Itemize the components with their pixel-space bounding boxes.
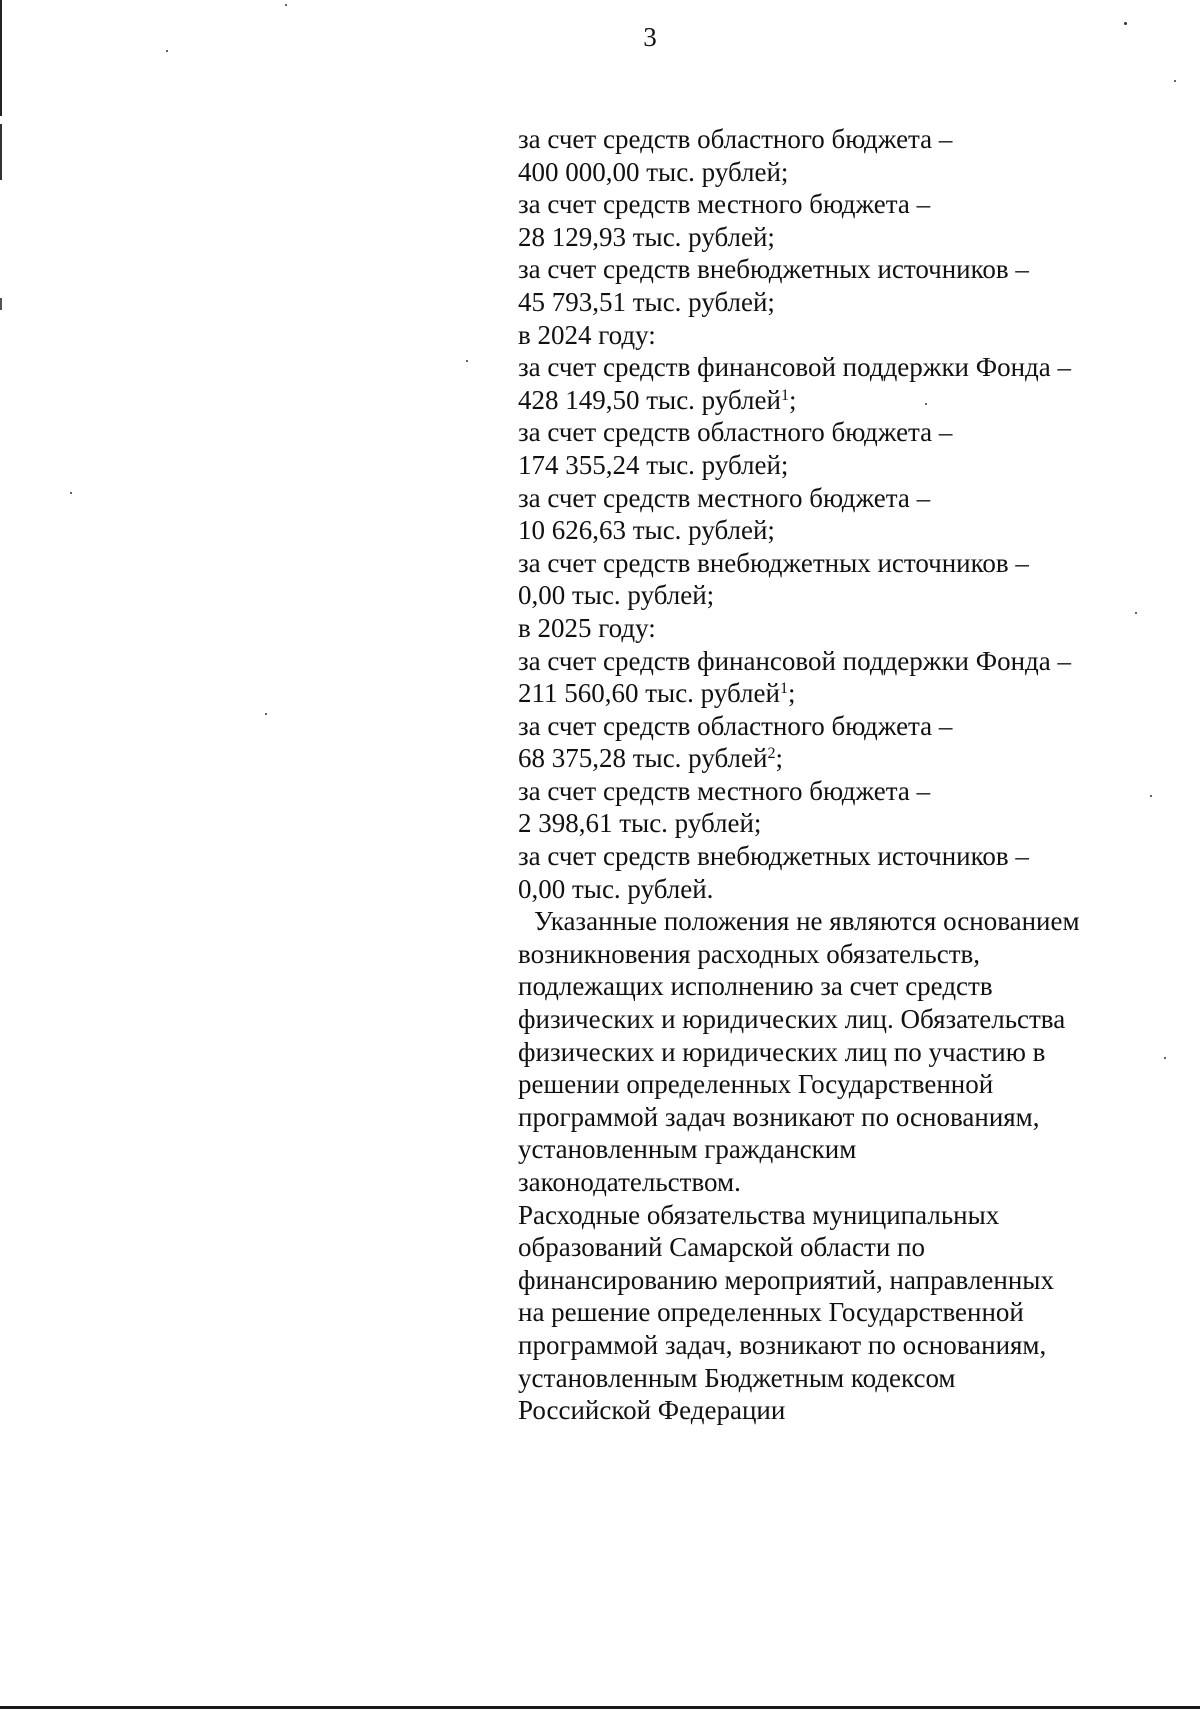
text-line [518,807,1118,840]
scan-speck [1174,80,1176,82]
text-line [518,286,1118,319]
text-line [518,514,1118,547]
text-line-content: Российской Федерации [518,1395,786,1426]
text-line-content: на решение определенных Государственной [518,1297,1024,1328]
text-line [518,905,1118,938]
text-line-content: установленным Бюджетным кодексом [518,1362,956,1393]
text-line [518,1166,1118,1199]
text-line [518,840,1118,873]
text-line-content: физических и юридических лиц. Обязательства [518,1004,1066,1035]
text-line-content: решении определенных Государственной [518,1069,994,1100]
text-line [518,253,1118,286]
page-number: 3 [643,22,657,52]
text-line-content: 428 149,50 тыс. рублей [518,384,781,415]
text-line-content: 45 793,51 тыс. рублей; [518,286,775,317]
text-line-content: финансированию мероприятий, направленных [518,1264,1054,1295]
text-line [518,970,1118,1003]
text-line [518,742,1118,775]
scan-speck [285,4,287,6]
document-body [518,123,1118,1427]
text-line-content: за счет средств местного бюджета – [518,775,931,806]
text-line [518,156,1118,189]
scan-speck [1150,795,1152,797]
text-line [518,1394,1118,1427]
text-line-tail: ; [775,743,783,774]
text-line [518,1264,1118,1297]
text-line-content: за счет средств внебюджетных источников – [518,547,1029,578]
text-line-content: за счет средств местного бюджета – [518,482,931,513]
text-line [518,1101,1118,1134]
text-line-content: в 2025 году: [518,612,656,643]
scan-speck [1164,1057,1166,1059]
text-line-content: 211 560,60 тыс. рублей [518,678,780,709]
text-line-content: 400 000,00 тыс. рублей; [518,156,789,187]
text-line-content: за счет средств внебюджетных источников – [518,254,1029,285]
text-line [518,1329,1118,1362]
text-line [518,612,1118,645]
text-line-content: за счет средств областного бюджета – [518,124,953,154]
text-line [518,1036,1118,1069]
text-line-content: за счет средств внебюджетных источников – [518,841,1029,872]
text-line [518,123,1118,156]
text-line-content: 10 626,63 тыс. рублей; [518,515,775,546]
scan-edge-mark [0,0,2,116]
footnote-marker: 1 [780,386,789,404]
text-line [518,351,1118,384]
text-line-content: 174 355,24 тыс. рублей; [518,449,789,480]
text-line [518,775,1118,808]
text-line [518,319,1118,352]
text-line [518,938,1118,971]
scan-speck [466,360,468,362]
text-line [518,1231,1118,1264]
text-line-content: в 2024 году: [518,319,656,350]
text-line-content: за счет средств финансовой поддержки Фонда – [518,645,1072,676]
text-line-content: образований Самарской области по [518,1232,925,1263]
text-line [518,449,1118,482]
text-line-content: законодательством. [518,1167,741,1197]
text-line [518,1199,1118,1232]
text-line-content: за счет средств финансовой поддержки Фонда – [518,352,1072,383]
text-line-content: подлежащих исполнению за счет средств [518,971,993,1002]
footnote-marker: 2 [767,745,776,763]
text-line [518,1068,1118,1101]
scan-bottom-edge [0,1706,1200,1709]
text-line-content: за счет средств местного бюджета – [518,189,931,220]
text-line [518,1362,1118,1395]
text-line-content: Расходные обязательства муниципальных [518,1199,1000,1230]
text-line [518,1133,1118,1166]
text-line [518,188,1118,221]
text-line [518,547,1118,580]
text-line [518,1003,1118,1036]
text-line-content: 0,00 тыс. рублей. [518,873,714,904]
text-line-tail: ; [787,678,796,709]
text-line [518,710,1118,743]
text-line-content: Указанные положения не являются основанием [534,906,1080,937]
scan-edge-mark [0,298,2,310]
text-line-content: программой задач, возникают по основаниям, [518,1329,1047,1360]
text-line [518,416,1118,449]
text-line [518,579,1118,612]
scan-speck [70,492,72,494]
text-line [518,645,1118,678]
scan-speck [265,713,267,715]
text-line-content: за счет средств областного бюджета – [518,710,953,741]
text-line-content: 28 129,93 тыс. рублей; [518,221,775,252]
text-line-content: установленным гражданским [518,1134,857,1165]
text-line-content: возникновения расходных обязательств, [518,938,981,969]
text-line [518,384,1118,417]
text-line-content: за счет средств областного бюджета – [518,417,953,448]
text-line-content: 0,00 тыс. рублей; [518,580,715,611]
text-line-content: физических и юридических лиц по участию в [518,1036,1046,1067]
text-line-content: 2 398,61 тыс. рублей; [518,808,762,839]
footnote-marker: 1 [779,680,788,698]
text-line-tail: ; [788,384,797,415]
text-line [518,873,1118,906]
text-line-content: 68 375,28 тыс. рублей [518,743,768,774]
text-line [518,677,1118,710]
text-line-content: программой задач возникают по основаниям, [518,1101,1040,1132]
text-line [518,1296,1118,1329]
text-line [518,482,1118,515]
scan-edge-mark [0,124,2,180]
scan-speck [1135,612,1137,614]
text-line [518,221,1118,254]
